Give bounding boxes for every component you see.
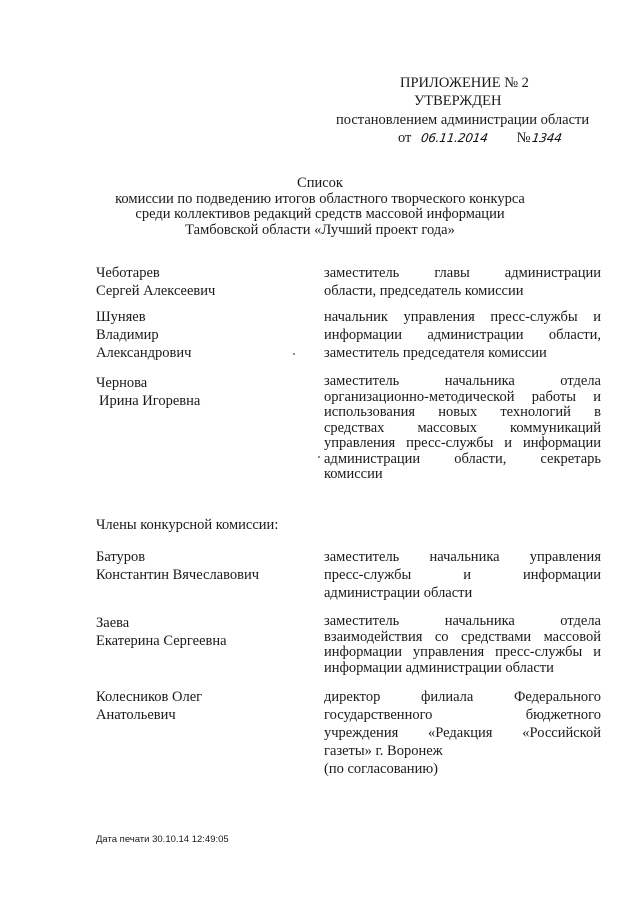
title-line: Тамбовской области «Лучший проект года» [185,221,455,238]
member-role: заместитель главы администрации области, председатель комиссии [324,265,601,299]
handwritten-date: 06.11.2014 [420,131,489,145]
document-title [0,176,640,238]
member-name: Колесников Олег Анатольевич [96,689,203,723]
member-role: начальник управления пресс-службы и информации администрации области, заместитель председателя комиссии [324,309,601,361]
member-role: заместитель начальника управления пресс-службы и информации администрации области [324,549,601,601]
member-name: Батуров Константин Вячеславович [96,549,260,583]
member-name: Заева Екатерина Сергеевна [96,615,227,649]
member-name: Чеботарев Сергей Алексеевич [96,265,216,299]
resolution-label: постановлением администрации области [336,112,590,128]
scan-speck [293,353,295,355]
handwritten-number: 1344 [530,131,563,145]
resolution-ref [398,129,561,147]
number-label: № [516,130,531,146]
member-role: заместитель начальника отдела организационно-методической работы и использования новых технологий в средствах массовых коммуникаций управления пресс-службы и информации администрации области, секретарь комиссии [324,373,601,482]
member-role: заместитель начальника отдела взаимодействия со средствами массовой информации управления пресс-службы и информации администрации области [324,613,601,676]
from-label: от [398,130,412,146]
scan-speck [318,456,320,458]
title-line: комиссии по подведению итогов областного творческого конкурса [115,190,525,207]
title-line: среди коллективов редакций средств массовой информации [135,206,505,222]
member-role: директор филиала Федерального государственного бюджетного учреждения «Редакция «Российской газеты» г. Воронеж (по согласованию) [324,689,601,777]
title-line: Список [297,175,343,191]
approved-label: УТВЕРЖДЕН [414,93,502,109]
appendix-label: ПРИЛОЖЕНИЕ № 2 [400,75,529,91]
member-name: Чернова Ирина Игоревна [96,375,201,409]
members-heading: Члены конкурсной комиссии: [96,517,279,533]
member-name: Шуняев Владимир Александрович [96,309,192,361]
print-date: Дата печати 30.10.14 12:49:05 [96,834,229,845]
